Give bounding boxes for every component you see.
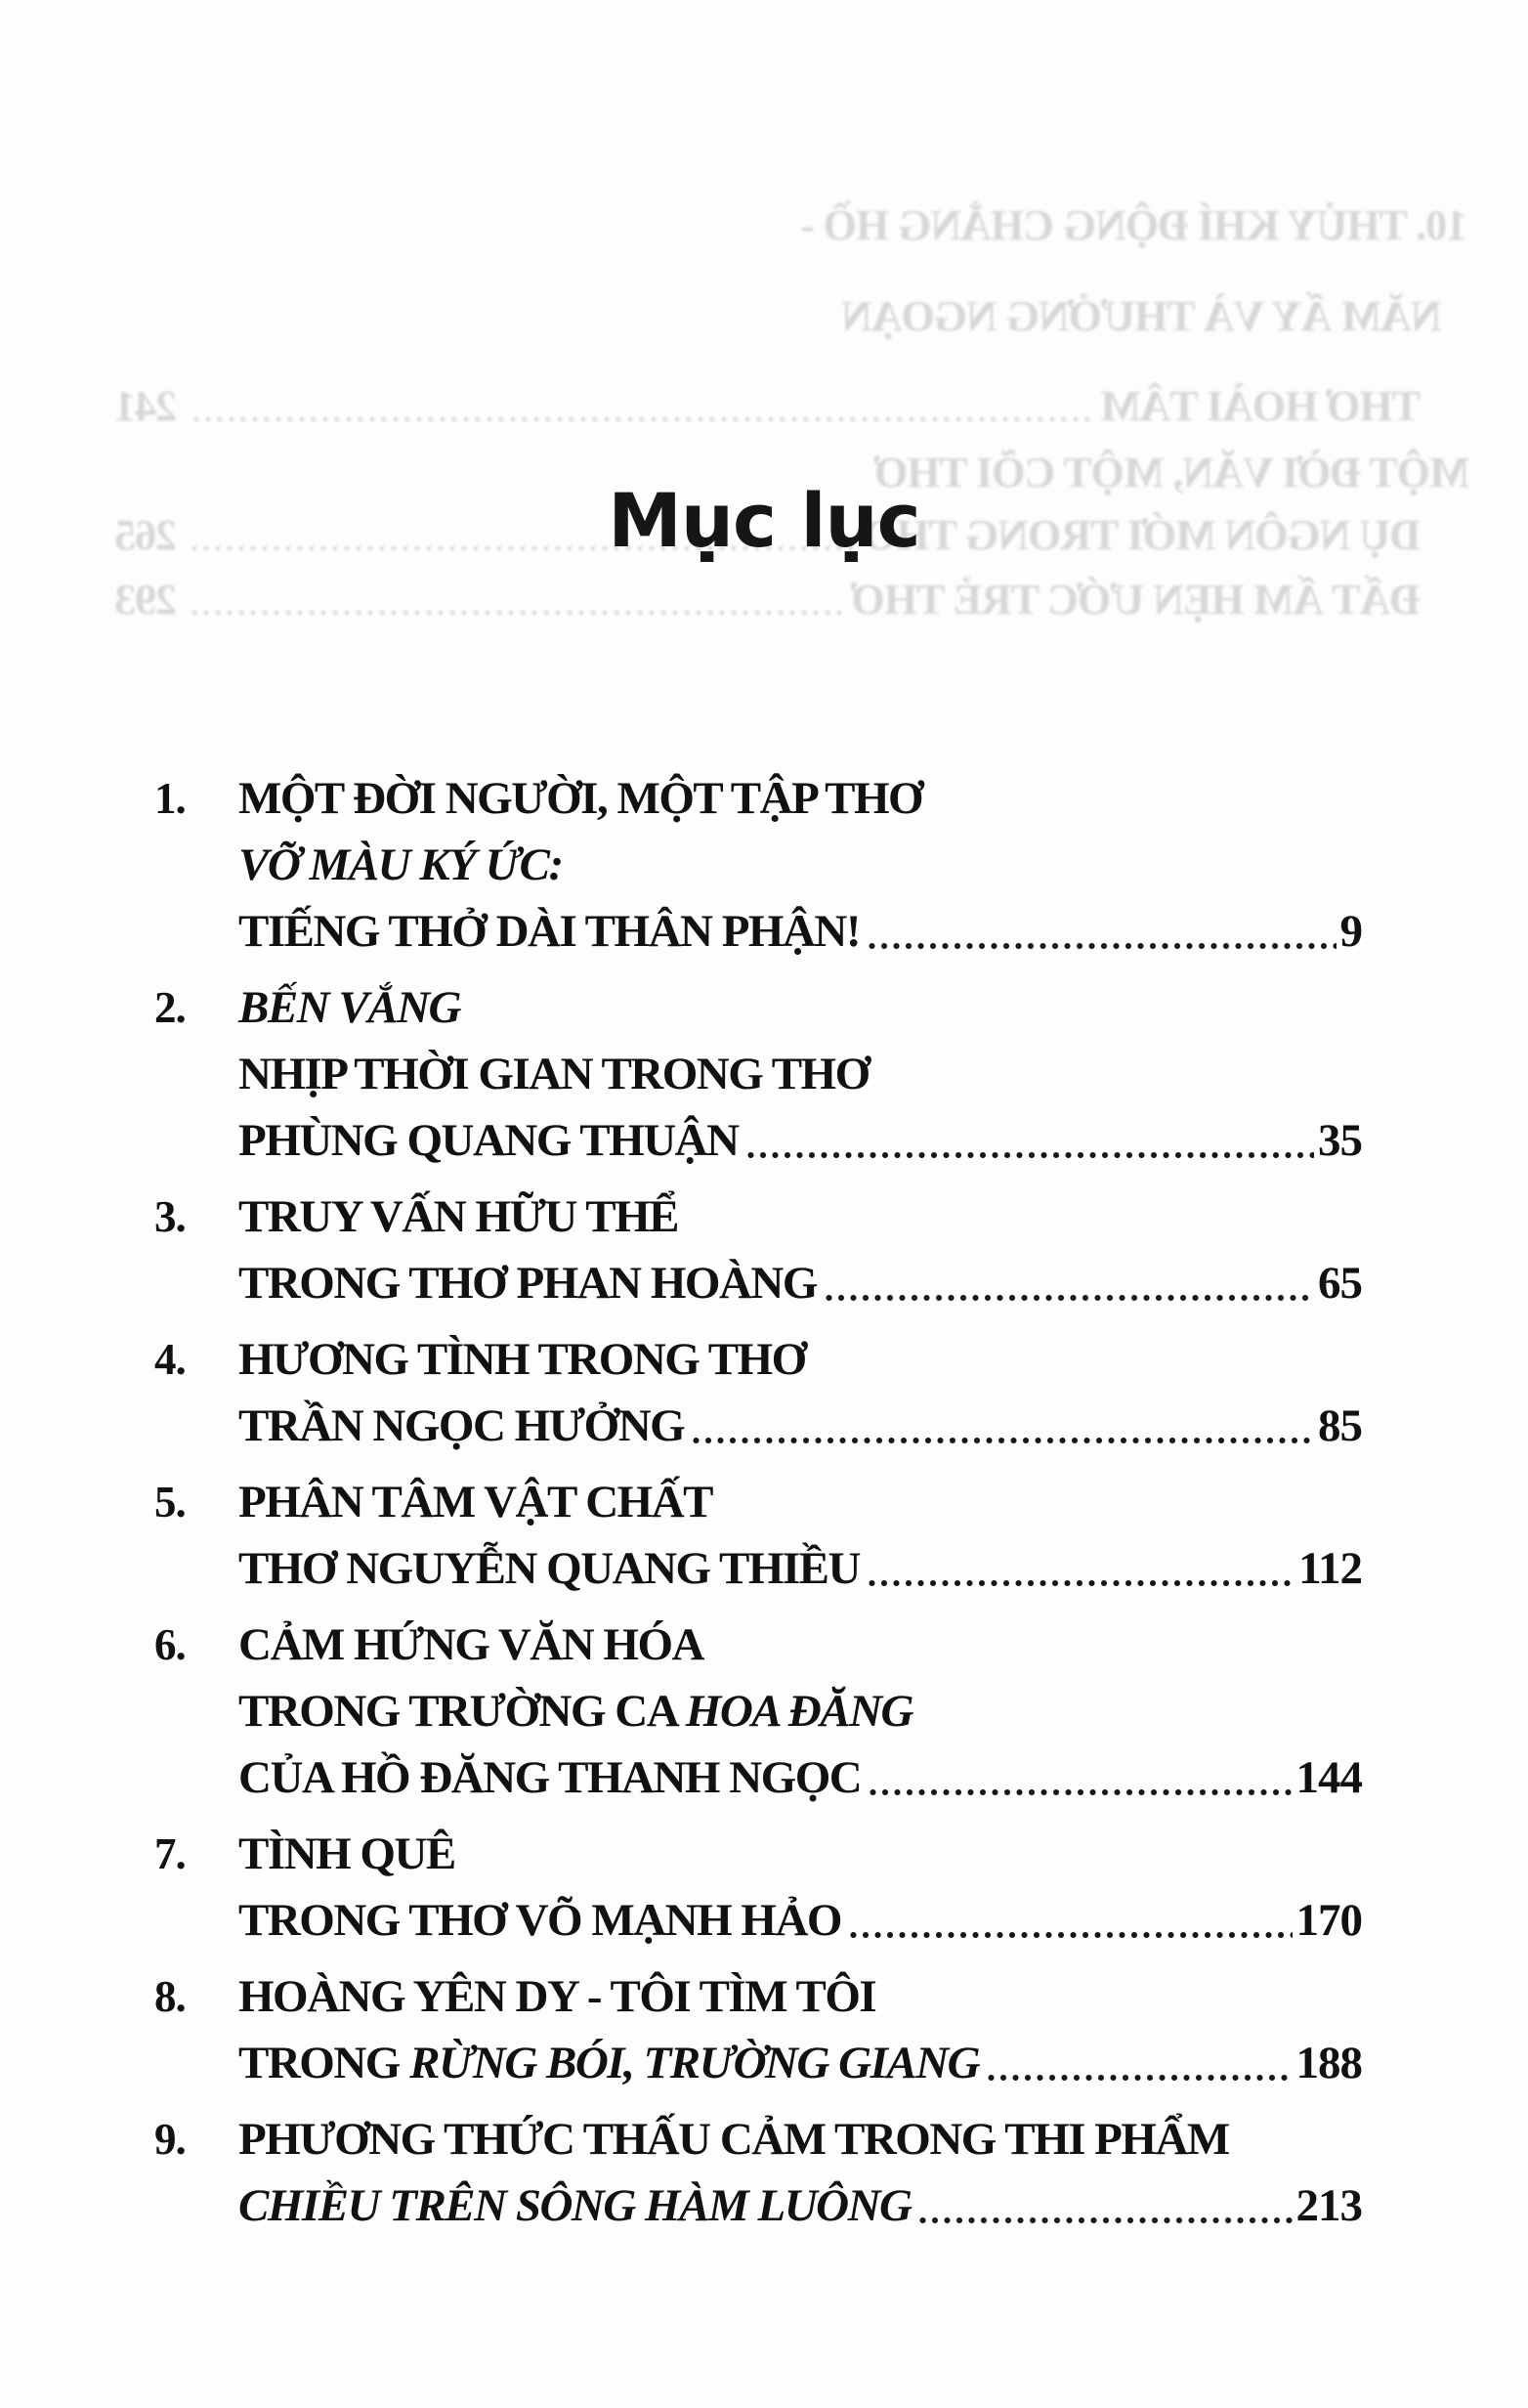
toc-entry-line: [238, 1041, 1362, 1107]
toc-title-segment: PHÙNG QUANG THUẬN: [238, 1115, 739, 1166]
toc-title-italic-segment: BẾN VẮNG: [238, 982, 460, 1033]
bleedthrough-text: MỘT ĐỜI VĂN, MỘT CÕI THƠ: [874, 449, 1469, 496]
toc-entry-number: 5.: [154, 1478, 186, 1526]
bleedthrough-line: [115, 575, 1421, 624]
toc-title-segment: TÌNH QUÊ: [238, 1828, 455, 1879]
toc-entry-title: [238, 1963, 875, 2030]
toc-entry: [154, 2106, 1362, 2239]
toc-entry-line: [238, 1678, 1362, 1744]
toc-title-segment: TRUY VẤN HỮU THỂ: [238, 1191, 678, 1242]
toc-entry-lines: [238, 974, 1362, 1174]
toc-entry-number: 6.: [154, 1620, 186, 1669]
toc-entry: [154, 1326, 1362, 1459]
toc-entry-number: 8.: [154, 1972, 186, 2021]
toc-entry-line: [238, 832, 1362, 898]
toc-entry-title: [238, 1678, 913, 1744]
toc-entry-line: [238, 1469, 1362, 1535]
bleedthrough-page-number: 293: [115, 576, 177, 624]
toc-entry: [154, 765, 1362, 965]
toc-entry: [154, 1183, 1362, 1316]
toc-title-segment: CỦA HỒ ĐĂNG THANH NGỌC: [238, 1752, 862, 1803]
toc-page-number: 213: [1295, 2180, 1362, 2231]
bleedthrough-page-number: 241: [115, 382, 177, 430]
bleedthrough-text: DỤ NGÔN MỚI TRONG THƠ: [865, 511, 1421, 559]
toc-entry-title: [238, 1183, 678, 1250]
toc-title-italic-segment: VỠ MÀU KÝ ỨC:: [238, 839, 563, 890]
toc-title-segment: TRONG: [238, 2038, 410, 2088]
toc-entry-number: 4.: [154, 1335, 186, 1384]
toc-title-segment: PHÂN TÂM VẬT CHẤT: [238, 1477, 713, 1527]
toc-entry-line: [238, 1744, 1362, 1811]
dot-leader: [869, 1787, 1292, 1797]
toc-entry-title: [238, 1535, 860, 1602]
toc-entry-number: 2.: [154, 983, 186, 1032]
bleedthrough-text: NĂM ẤY VÀ THƯỞNG NGOẠN: [842, 292, 1442, 340]
toc-entry-title: [238, 1107, 739, 1174]
bleedthrough-line: [801, 200, 1467, 250]
toc-entry-title: [238, 1821, 455, 1887]
toc-list: [154, 765, 1362, 2249]
toc-entry-title: [238, 1612, 703, 1678]
dot-leader: [849, 1930, 1293, 1940]
toc-entry-title: [238, 898, 860, 965]
toc-entry-lines: [238, 1963, 1362, 2096]
toc-entry-title: [238, 1250, 817, 1316]
toc-entry-line: [238, 2106, 1362, 2172]
toc-entry-title: [238, 1041, 870, 1107]
toc-entry-line: [238, 974, 1362, 1041]
toc-page-number: 144: [1295, 1752, 1362, 1803]
toc-entry-line: [238, 2030, 1362, 2096]
toc-title-segment: TRONG THƠ PHAN HOÀNG: [238, 1258, 817, 1309]
toc-entry: [154, 1612, 1362, 1811]
toc-title-italic-segment: HOA ĐĂNG: [685, 1686, 913, 1737]
dot-leader: [825, 1293, 1314, 1303]
toc-entry-line: [238, 765, 1362, 832]
page-title: Mục lục: [608, 477, 920, 564]
toc-title-italic-segment: CHIỀU TRÊN SÔNG HÀM LUÔNG: [238, 2180, 912, 2231]
toc-entry-line: [238, 1612, 1362, 1678]
toc-title-italic-segment: RỪNG BÓI, TRƯỜNG GIANG: [409, 2038, 980, 2088]
toc-title-segment: CẢM HỨNG VĂN HÓA: [238, 1619, 703, 1670]
toc-entry-title: [238, 2106, 1229, 2172]
toc-entry-lines: [238, 2106, 1362, 2239]
toc-entry-title: [238, 1469, 712, 1535]
toc-entry-number: 1.: [154, 774, 186, 823]
bleedthrough-text: 10. THỦY KHÍ ĐỘNG CHẲNG HỒ -: [800, 201, 1467, 249]
toc-page-number: 170: [1295, 1895, 1362, 1946]
toc-entry-lines: [238, 765, 1362, 965]
dot-leader: [918, 2215, 1292, 2225]
bleedthrough-line: [842, 291, 1442, 341]
toc-entry-lines: [238, 1469, 1362, 1602]
dot-leader: [868, 941, 1336, 951]
toc-title-segment: THƠ NGUYỄN QUANG THIỀU: [238, 1543, 860, 1594]
toc-entry-title: [238, 974, 460, 1041]
toc-entry-lines: [238, 1821, 1362, 1954]
toc-entry-line: [238, 1393, 1362, 1459]
toc-entry-title: [238, 1326, 806, 1393]
bleedthrough-text: THƠ HOÀI TÂM: [1100, 382, 1421, 430]
toc-entry-number: 3.: [154, 1192, 186, 1241]
toc-title-segment: HOÀNG YÊN DY - TÔI TÌM TÔI: [238, 1971, 876, 2022]
bleedthrough-dot-leader: [187, 415, 1091, 423]
toc-page-number: 85: [1318, 1400, 1362, 1451]
toc-title-segment: HƯƠNG TÌNH TRONG THƠ: [238, 1334, 806, 1385]
toc-title-segment: MỘT ĐỜI NGƯỜI, MỘT TẬP THƠ: [238, 773, 923, 824]
toc-title-segment: TRONG TRƯỜNG CA: [238, 1686, 686, 1737]
toc-entry-line: [238, 1535, 1362, 1602]
bleedthrough-line: [115, 381, 1421, 431]
toc-entry-title: [238, 2030, 979, 2096]
toc-page-number: 35: [1318, 1115, 1362, 1166]
toc-entry-lines: [238, 1183, 1362, 1316]
toc-entry-lines: [238, 1612, 1362, 1811]
toc-entry-line: [238, 1821, 1362, 1887]
toc-entry-line: [238, 1107, 1362, 1174]
bleedthrough-page-number: 265: [115, 511, 177, 559]
toc-page-number: 188: [1295, 2038, 1362, 2088]
toc-title-segment: PHƯƠNG THỨC THẤU CẢM TRONG THI PHẨM: [238, 2114, 1229, 2165]
toc-entry: [154, 974, 1362, 1174]
toc-entry: [154, 1469, 1362, 1602]
toc-entry: [154, 1821, 1362, 1954]
dot-leader: [868, 1578, 1295, 1588]
bleedthrough-layer: [0, 0, 1528, 684]
toc-page-number: 112: [1298, 1543, 1362, 1594]
toc-entry-lines: [238, 1326, 1362, 1459]
toc-entry: [154, 1963, 1362, 2096]
toc-title-segment: NHỊP THỜI GIAN TRONG THƠ: [238, 1049, 870, 1099]
toc-entry-title: [238, 2172, 911, 2239]
dot-leader: [692, 1436, 1314, 1445]
toc-entry-title: [238, 1887, 841, 1954]
toc-page-number: 65: [1318, 1258, 1362, 1309]
toc-entry-line: [238, 2172, 1362, 2239]
dot-leader: [746, 1150, 1314, 1160]
toc-entry-number: 9.: [154, 2115, 186, 2164]
toc-entry-title: [238, 765, 922, 832]
dot-leader: [987, 2073, 1292, 2083]
toc-title-segment: TRẦN NGỌC HƯỞNG: [238, 1400, 685, 1451]
bleedthrough-text: ĐẤT ẤM HẸN ƯỚC TRẺ THƠ: [852, 576, 1421, 624]
toc-entry-title: [238, 1393, 684, 1459]
bleedthrough-dot-leader: [187, 609, 843, 617]
toc-entry-title: [238, 1744, 861, 1811]
toc-entry-line: [238, 1887, 1362, 1954]
toc-entry-line: [238, 898, 1362, 965]
toc-title-segment: TIẾNG THỞ DÀI THÂN PHẬN!: [238, 906, 861, 957]
toc-page-number: 9: [1339, 906, 1362, 957]
toc-entry-title: [238, 832, 563, 898]
toc-entry-line: [238, 1183, 1362, 1250]
toc-entry-line: [238, 1326, 1362, 1393]
toc-entry-number: 7.: [154, 1829, 186, 1878]
toc-entry-line: [238, 1963, 1362, 2030]
toc-entry-line: [238, 1250, 1362, 1316]
toc-title-segment: TRONG THƠ VÕ MẠNH HẢO: [238, 1895, 841, 1946]
